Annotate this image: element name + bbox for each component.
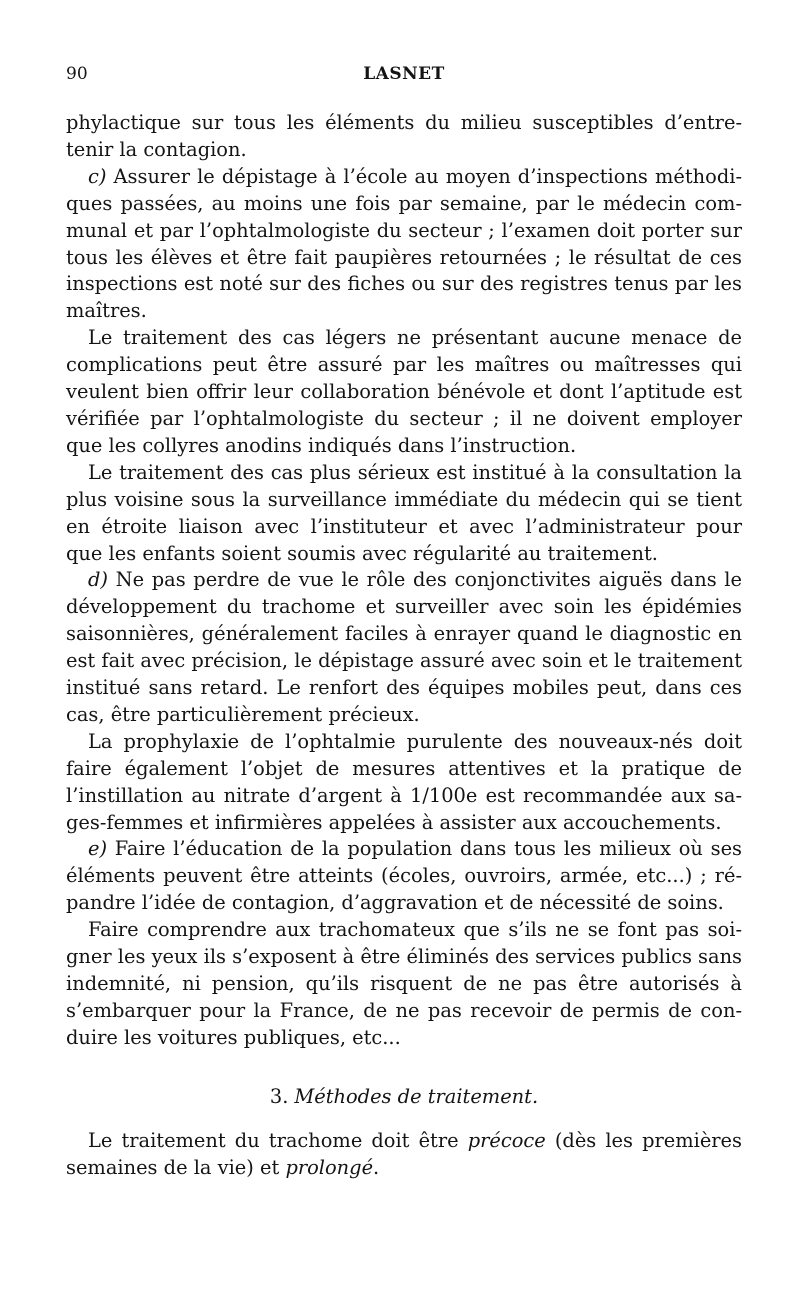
paragraph-3 <box>66 325 742 460</box>
paragraph-text: Assurer le dépistage à l’école au moyen d’inspections méthodiques passées, au moins une fois par semaine, par le médecin communal et par l’ophtalmologiste du secteur ; l’examen doit porter sur tous les élèves et être fait paupières retournées ; le résultat de ces inspections est noté sur des fiches ou sur des registres tenus par les maîtres. <box>66 164 742 323</box>
paragraph-4 <box>66 460 742 568</box>
paragraph-8 <box>66 917 742 1052</box>
paragraph-text: Le traitement des cas légers ne présentant aucune menace de complications peut être assuré par les maîtres ou maîtresses qui veulent bien offrir leur collaboration bénévole et dont l’aptitude est vérifiée par l’ophtalmologiste du secteur ; il ne doivent employer que les collyres anodins indiqués dans l’instruction. <box>66 326 742 457</box>
running-title: LASNET <box>363 64 445 84</box>
item-label-c: c) <box>88 164 107 188</box>
running-header <box>66 64 742 94</box>
paragraph-item-c <box>66 164 742 325</box>
item-label-e: e) <box>88 837 108 861</box>
closing-text <box>66 1128 742 1182</box>
paragraph-item-e <box>66 836 742 917</box>
paragraph-text: La prophylaxie de l’ophtalmie purulente des nouveaux-nés doit faire également l’objet de mesures attentives et la pratique de l’instillation au nitrate d’argent à 1/100e est recommandée aux sages-femmes et infirmières appelées à assister aux accouchements. <box>66 729 742 834</box>
emphasis-precoce: précoce <box>467 1128 546 1152</box>
paragraph-text: Faire comprendre aux trachomateux que s’ils ne se font pas soigner les yeux ils s’exposent à être éliminés des services publics sans indemnité, ni pension, qu’ils risquent de ne pas être autorisés à s’embarquer pour la France, de ne pas recevoir de permis de conduire les voitures publiques, etc... <box>66 918 743 1049</box>
closing-paragraph <box>66 1128 742 1182</box>
page-number: 90 <box>66 64 88 84</box>
closing-part-3: . <box>373 1155 380 1179</box>
emphasis-prolonge: prolongé <box>285 1155 374 1179</box>
paragraph-1 <box>66 110 742 164</box>
section-heading <box>66 1084 742 1110</box>
paragraph-text: Faire l’éducation de la population dans tous les milieux où ses éléments peuvent être atteints (écoles, ouvroirs, armée, etc...) ; répandre l’idée de contagion, d’aggravation et de nécessité de soins. <box>66 837 742 915</box>
paragraph-text: phylactique sur tous les éléments du milieu susceptibles d’entretenir la contagion. <box>66 111 742 161</box>
paragraph-6 <box>66 729 742 837</box>
closing-part-1: Le traitement du trachome doit être <box>88 1128 468 1152</box>
document-page <box>66 64 742 1182</box>
paragraph-text: Ne pas perdre de vue le rôle des conjonctivites aiguës dans le développement du trachome et surveiller avec soin les épidémies saisonnières, généralement faciles à enrayer quand le diagnostic en est fait avec précision, le dépistage assuré avec soin et le traitement institué sans retard. Le renfort des équipes mobiles peut, dans ces cas, être particulièrement précieux. <box>66 568 742 726</box>
paragraph-item-d <box>66 567 742 728</box>
paragraph-text: Le traitement des cas plus sérieux est institué à la consultation la plus voisine sous la surveillance immédiate du médecin qui se tient en étroite liaison avec l’instituteur et avec l’administrateur pour que les enfants soient soumis avec régularité au traitement. <box>66 460 742 565</box>
item-label-d: d) <box>88 568 108 592</box>
body-text <box>66 110 742 1052</box>
section-title: Méthodes de traitement. <box>294 1084 539 1108</box>
closing-part-2: (dès les premières semaines de la vie) et <box>66 1128 742 1179</box>
section-number: 3. <box>269 1084 289 1108</box>
